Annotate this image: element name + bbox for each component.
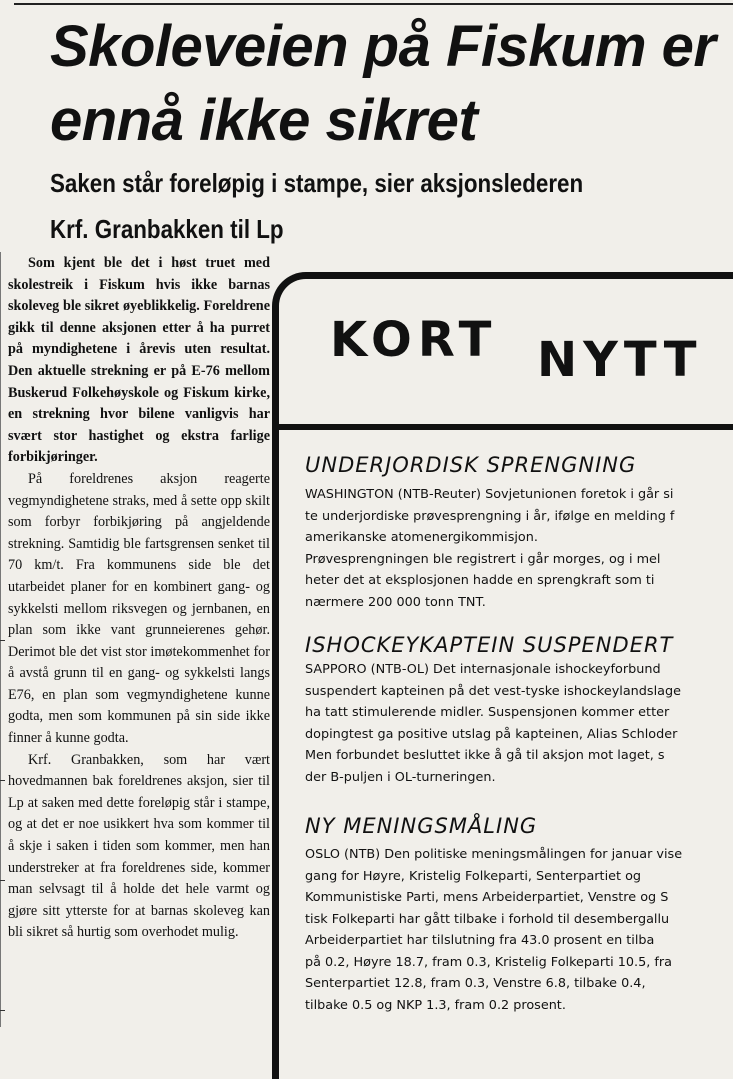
- notice-line: WASHINGTON (NTB-Reuter) Sovjetunionen foretok i går si: [305, 487, 674, 502]
- subheadline-line-1: Saken står foreløpig i stampe, sier aksjonslederen: [50, 168, 584, 198]
- notice-line: Senterpartiet 12.8, fram 0.3, Venstre 6.8, tilbake 0.4,: [305, 976, 646, 991]
- notice-heading: ISHOCKEYKAPTEIN SUSPENDERT: [305, 633, 674, 657]
- kort-nytt-divider: [279, 424, 733, 430]
- headline: [50, 10, 715, 158]
- kort-nytt-title-kort: KORT: [330, 312, 498, 368]
- margin-tick: [0, 640, 5, 641]
- notice-line: amerikanske atomenergikommisjon.: [305, 530, 538, 545]
- margin-tick: [0, 1010, 5, 1011]
- notice-line: Arbeiderpartiet har tilslutning fra 43.0 prosent en tilba: [305, 933, 655, 948]
- kort-nytt-title-nytt: NYTT: [537, 332, 703, 388]
- notice-ishockeykaptein-suspendert: [305, 631, 733, 788]
- notice-line: nærmere 200 000 tonn TNT.: [305, 594, 486, 610]
- notice-line: tisk Folkeparti har gått tilbake i forhold til desembergallu: [305, 911, 670, 927]
- notice-ny-meningsmaling: [305, 812, 733, 1016]
- top-rule: [14, 3, 733, 5]
- notice-underjordisk-sprengning: [305, 451, 733, 613]
- notice-line: heter det at eksplosjonen hadde en sprengkraft som ti: [305, 573, 655, 588]
- notice-line: tilbake 0.5 og NKP 1.3, fram 0.2 prosent.: [305, 997, 566, 1013]
- notice-line: SAPPORO (NTB-OL) Det internasjonale ishockeyforbund: [305, 662, 661, 677]
- notice-line: suspendert kapteinen på det vest-tyske ishockeylandslage: [305, 683, 681, 699]
- subheadline-line-2: Krf. Granbakken til Lp: [50, 214, 284, 244]
- notice-heading: UNDERJORDISK SPRENGNING: [305, 453, 637, 477]
- notice-line: OSLO (NTB) Den politiske meningsmålingen for januar vise: [305, 847, 683, 862]
- margin-tick: [0, 880, 5, 881]
- notice-line: dopingtest ga positive utslag på kapteinen, Alias Schloder: [305, 726, 678, 742]
- article-paragraph: På foreldrenes aksjon reagerte vegmyndighetene straks, med å sette opp skilt som forbyr forbikjøring på angjeldende strekning. Samtidig ble fartsgrensen senket til 70 km/t. Fra kommunens side ble det utarbeidet planer for en kombinert gang- og sykkelsti mellom riksvegen og jernbanen, en plan som ikke vant grunneierenes gehør. Derimot ble det vist stor imøtekommenhet for å avstå grunn til en gang- og sykkelsti langs E76, en plan som vegmyndighetene kunne godta, men som kommunen på sin side ikke finner å kunne godta.: [8, 470, 270, 747]
- headline-line-2: ennå ikke sikret: [50, 88, 478, 153]
- article-lead-paragraph: Som kjent ble det i høst truet med skolestreik i Fiskum hvis ikke barnas skoleveg ble sikret øyeblikkelig. Foreldrene gikk til denne aksjonen etter å ha purret på myndighetene i årevis uten resultat. Den aktuelle strekning er på E-76 mellom Buskerud Folkehøyskole og Fiskum kirke, en strekning hvor bilene vanligvis har svært stor hastighet og ekstra farlige forbikjøringer.: [8, 255, 270, 466]
- article-paragraph: Krf. Granbakken, som har vært hovedmannen bak foreldrenes aksjon, sier til Lp at saken med dette foreløpig står i stampe, og at det er noe usikkert hva som kommer til å skje i saken i tiden som kommer, men han understreker at fra foreldrenes side, kommer man selvsagt til å holde det hele varmt og gjøre sitt ytterste for at barnas skoleveg kan bli sikret så hurtig som overhodet mulig.: [8, 751, 270, 941]
- notice-line: Prøvesprengningen ble registrert i går morges, og i mel: [305, 551, 661, 567]
- notice-line: te underjordiske prøvesprengning i år, ifølge en melding f: [305, 508, 675, 524]
- notice-heading: NY MENINGSMÅLING: [305, 814, 538, 838]
- notice-line: Kommunistiske Parti, mens Arbeiderpartiet, Venstre og S: [305, 890, 669, 905]
- notice-line: gang for Høyre, Kristelig Folkeparti, Senterpartiet og: [305, 868, 642, 884]
- margin-tick: [0, 780, 5, 781]
- headline-line-1: Skoleveien på Fiskum er: [50, 14, 716, 79]
- notice-line: ha tatt stimulerende midler. Suspensjonen kommer etter: [305, 705, 670, 720]
- notice-line: Men forbundet besluttet ikke å gå til aksjon mot laget, s: [305, 748, 665, 763]
- notice-line: der B-puljen i OL-turneringen.: [305, 769, 496, 785]
- article-body: [8, 253, 270, 944]
- notice-line: på 0.2, Høyre 18.7, fram 0.3, Kristelig Folkeparti 10.5, fra: [305, 954, 673, 970]
